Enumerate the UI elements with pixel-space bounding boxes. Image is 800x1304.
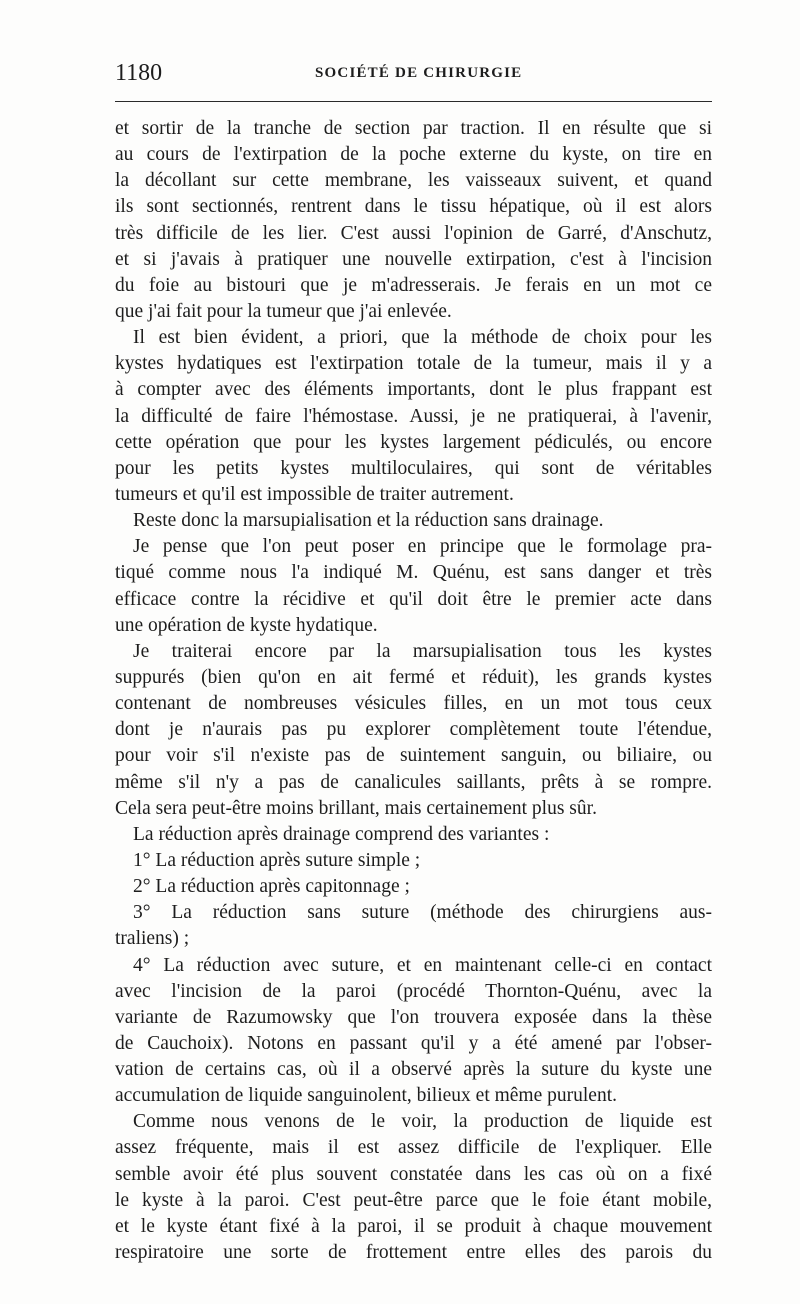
text-line: tumeurs et qu'il est impossible de traiter autrement. (115, 483, 514, 505)
text-line: Reste donc la marsupialisation et la réduction sans drainage. (133, 510, 604, 532)
text-line: La réduction après drainage comprend des variantes : (133, 823, 550, 845)
text-line: et le kyste étant fixé à la paroi, il se produit à chaque mouvement (115, 1215, 712, 1237)
text-line: Il est bien évident, a priori, que la méthode de choix pour les (133, 327, 712, 349)
text-line: 3° La réduction sans suture (méthode des chirurgiens aus- (133, 902, 712, 924)
text-line: kystes hydatiques est l'extirpation totale de la tumeur, mais il y a (115, 353, 712, 375)
text-line: la décollant sur cette membrane, les vaisseaux suivent, et quand (115, 170, 712, 192)
text-line: une opération de kyste hydatique. (115, 614, 378, 636)
text-line: au cours de l'extirpation de la poche externe du kyste, on tire en (115, 144, 712, 166)
text-line: avec l'incision de la paroi (procédé Thornton-Quénu, avec la (115, 980, 712, 1002)
text-line: accumulation de liquide sanguinolent, bilieux et même purulent. (115, 1085, 617, 1107)
body-text (115, 116, 712, 1266)
text-line: du foie au bistouri que je m'adresserais. Je ferais en un mot ce (115, 274, 712, 296)
header-rule (115, 101, 712, 102)
text-line: Je pense que l'on peut poser en principe que le formolage pra- (133, 536, 712, 558)
text-line: que j'ai fait pour la tumeur que j'ai enlevée. (115, 300, 452, 322)
text-line: traliens) ; (115, 928, 190, 950)
text-line: très difficile de les lier. C'est aussi l'opinion de Garré, d'Anschutz, (115, 222, 712, 244)
text-line: Cela sera peut-être moins brillant, mais certainement plus sûr. (115, 797, 597, 819)
text-line: ils sont sectionnés, rentrent dans le tissu hépatique, où il est alors (115, 196, 712, 218)
text-line: pour voir s'il n'existe pas de suintement sanguin, ou biliaire, ou (115, 745, 712, 767)
text-line: vation de certains cas, où il a observé après la suture du kyste une (115, 1059, 712, 1081)
text-line: tiqué comme nous l'a indiqué M. Quénu, est sans danger et très (115, 562, 712, 584)
text-line: et sortir de la tranche de section par traction. Il en résulte que si (115, 118, 712, 139)
text-line: la difficulté de faire l'hémostase. Aussi, je ne pratiquerai, à l'avenir, (115, 405, 712, 427)
text-line: même s'il n'y a pas de canalicules saillants, prêts à se rompre. (115, 771, 712, 793)
text-line: 1° La réduction après suture simple ; (133, 849, 421, 871)
page-header (115, 58, 712, 88)
text-line: 4° La réduction avec suture, et en maintenant celle-ci en contact (133, 954, 712, 976)
running-head: SOCIÉTÉ DE CHIRURGIE (315, 65, 523, 81)
text-line: Comme nous venons de le voir, la production de liquide est (133, 1111, 712, 1133)
text-line: suppurés (bien qu'on en ait fermé et réduit), les grands kystes (115, 666, 712, 688)
text-line: assez fréquente, mais il est assez difficile de l'expliquer. Elle (115, 1137, 712, 1159)
text-line: à compter avec des éléments importants, dont le plus frappant est (115, 379, 712, 401)
text-line: contenant de nombreuses vésicules filles, en un mot tous ceux (115, 693, 712, 715)
text-line: 2° La réduction après capitonnage ; (133, 876, 410, 898)
page-number: 1180 (115, 60, 163, 86)
text-line: Je traiterai encore par la marsupialisation tous les kystes (133, 640, 712, 662)
text-line: de Cauchoix). Notons en passant qu'il y a été amené par l'obser- (115, 1032, 712, 1054)
text-line: le kyste à la paroi. C'est peut-être parce que le foie étant mobile, (115, 1189, 712, 1211)
text-line: et si j'avais à pratiquer une nouvelle extirpation, c'est à l'incision (115, 248, 712, 270)
text-line: cette opération que pour les kystes largement pédiculés, ou encore (115, 431, 712, 453)
text-line: respiratoire une sorte de frottement entre elles des parois du (115, 1242, 712, 1264)
text-line: variante de Razumowsky que l'on trouvera exposée dans la thèse (115, 1006, 712, 1028)
text-line: dont je n'aurais pas pu explorer complètement toute l'étendue, (115, 719, 712, 741)
text-line: efficace contre la récidive et qu'il doit être le premier acte dans (115, 588, 712, 610)
text-line: semble avoir été plus souvent constatée dans les cas où on a fixé (115, 1163, 712, 1185)
text-line: pour les petits kystes multiloculaires, qui sont de véritables (115, 457, 712, 479)
